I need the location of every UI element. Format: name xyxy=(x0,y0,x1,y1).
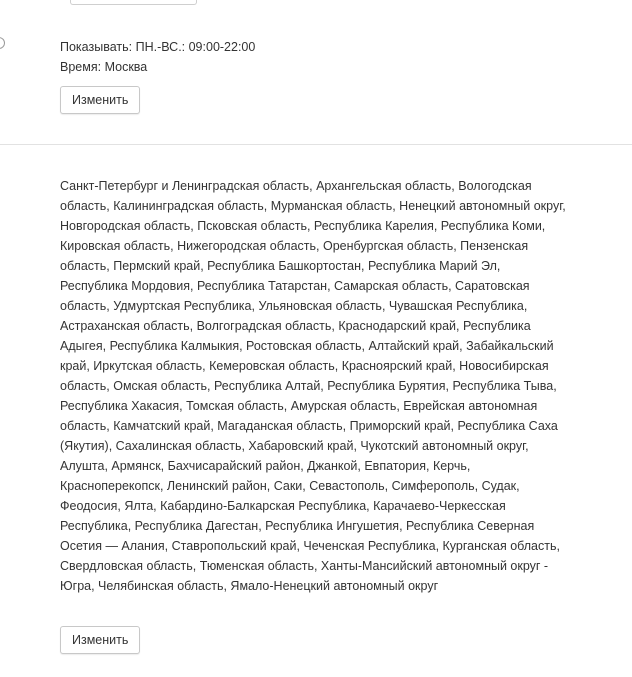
change-schedule-button[interactable]: Изменить xyxy=(60,86,140,114)
timezone-value: Москва xyxy=(104,60,148,74)
show-schedule-label: Показывать: xyxy=(60,40,133,54)
regions-list-text: Санкт-Петербург и Ленинградская область, Архангельская область, Вологодская область, Калининградская область, Мурманская область, Ненецкий автономный округ, Новгородская область, Псковская область, Республика Карелия, Республика Коми, Кировская область, Нижегородская область, Оренбургская область, Пензенская область, Пермский край, Республика Башкортостан, Республика Марий Эл, Республика Мордовия, Республика Татарстан, Самарская область, Саратовская область, Удмуртская Республика, Ульяновская область, Чувашская Республика, Астраханская область, Волгоградская область, Краснодарский край, Республика Адыгея, Республика Калмыкия, Ростовская область, Алтайский край, Забайкальский край, Иркутская область, Кемеровская область, Красноярский край, Новосибирская область, Омская область, Республика Алтай, Республика Бурятия, Республика Тыва, Республика Хакасия, Томская область, Амурская область, Еврейская автономная область, Камчатский край, Магаданская область, Приморский край, Республика Саха (Якутия), Сахалинская область, Хабаровский край, Чукотский автономный округ, Алушта, Армянск, Бахчисарайский район, Джанкой, Евпатория, Керчь, Красноперекопск, Ленинский район, Саки, Севастополь, Симферополь, Судак, Феодосия, Ялта, Кабардино-Балкарская Республика, Карачаево-Черкесская Республика, Республика Дагестан, Республика Ингушетия, Республика Северная Осетия — Алания, Ставропольский край, Чеченская Республика, Курганская область, Свердловская область, Тюменская область, Ханты-Мансийский автономный округ - Югра, Челябинская область, Ямало-Ненецкий автономный округ xyxy=(60,179,566,593)
previous-button-edge[interactable] xyxy=(70,0,197,5)
schedule-section xyxy=(60,37,620,77)
change-regions-button[interactable]: Изменить xyxy=(60,626,140,654)
show-schedule-line xyxy=(60,37,620,57)
show-schedule-value: ПН.-ВС.: 09:00-22:00 xyxy=(135,40,256,54)
info-circle-icon xyxy=(0,37,5,49)
timezone-line xyxy=(60,57,620,77)
section-divider xyxy=(0,144,632,145)
timezone-label: Время: xyxy=(60,60,102,74)
